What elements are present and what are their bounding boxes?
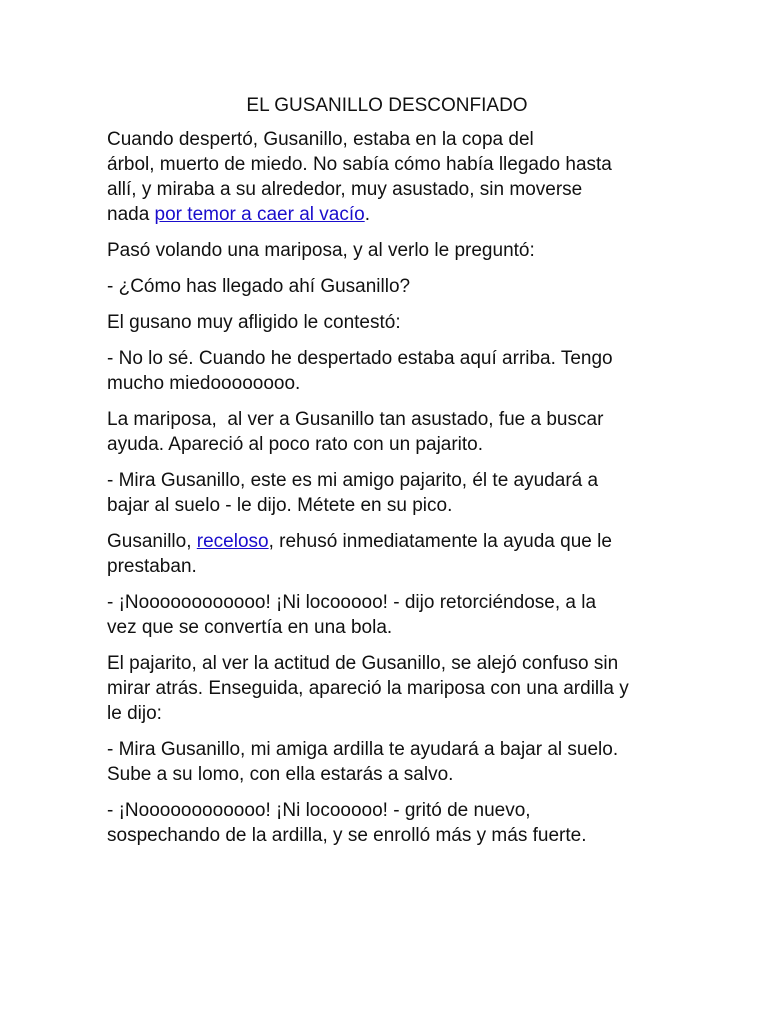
link-por-temor[interactable]: por temor a caer al vacío xyxy=(154,204,365,225)
link-receloso[interactable]: receloso xyxy=(196,531,269,552)
text-line: mucho miedoooooooo. xyxy=(107,373,301,394)
text-line: Cuando despertó, Gusanillo, estaba en la copa del xyxy=(107,129,534,150)
paragraph-2: Pasó volando una mariposa, y al verlo le preguntó: xyxy=(107,240,535,261)
text-line xyxy=(107,529,667,554)
document-page xyxy=(107,93,667,859)
text-line: bajar al suelo - le dijo. Métete en su pico. xyxy=(107,495,453,516)
text-line: vez que se convertía en una bola. xyxy=(107,617,393,638)
paragraph-3: - ¿Cómo has llegado ahí Gusanillo? xyxy=(107,276,411,297)
text-line: sospechando de la ardilla, y se enrolló más y más fuerte. xyxy=(107,825,587,846)
text-line: La mariposa, al ver a Gusanillo tan asustado, fue a buscar xyxy=(107,409,604,430)
paragraph-4: El gusano muy afligido le contestó: xyxy=(107,312,401,333)
text-line: - ¡Noooooooooooo! ¡Ni locooooo! - gritó de nuevo, xyxy=(107,800,531,821)
text-line xyxy=(107,202,667,227)
text-line: El pajarito, al ver la actitud de Gusanillo, se alejó confuso sin xyxy=(107,653,619,674)
text-fragment: , rehusó inmediatamente la ayuda que le xyxy=(268,531,612,552)
text-line: prestaban. xyxy=(107,556,197,577)
paragraph-7 xyxy=(107,468,667,518)
paragraph-11 xyxy=(107,737,667,787)
paragraph-8 xyxy=(107,529,667,579)
text-line: ayuda. Apareció al poco rato con un pajarito. xyxy=(107,434,484,455)
text-line: árbol, muerto de miedo. No sabía cómo había llegado hasta xyxy=(107,154,612,175)
paragraph-1 xyxy=(107,127,667,227)
document-title: EL GUSANILLO DESCONFIADO xyxy=(246,95,528,116)
text-fragment: . xyxy=(364,204,370,225)
text-line: allí, y miraba a su alrededor, muy asustado, sin moverse xyxy=(107,179,583,200)
text-line: - No lo sé. Cuando he despertado estaba aquí arriba. Tengo xyxy=(107,348,613,369)
paragraph-6 xyxy=(107,407,667,457)
text-line: Sube a su lomo, con ella estarás a salvo. xyxy=(107,764,454,785)
paragraph-5 xyxy=(107,346,667,396)
text-line: - Mira Gusanillo, mi amiga ardilla te ayudará a bajar al suelo. xyxy=(107,739,619,760)
text-line: - Mira Gusanillo, este es mi amigo pajarito, él te ayudará a xyxy=(107,470,599,491)
text-line: mirar atrás. Enseguida, apareció la mariposa con una ardilla y xyxy=(107,678,629,699)
text-line: le dijo: xyxy=(107,703,162,724)
paragraph-9 xyxy=(107,590,667,640)
text-fragment: nada xyxy=(107,204,155,225)
paragraph-12 xyxy=(107,798,667,848)
text-fragment: Gusanillo, xyxy=(107,531,197,552)
paragraph-10 xyxy=(107,651,667,726)
text-line: - ¡Noooooooooooo! ¡Ni locooooo! - dijo retorciéndose, a la xyxy=(107,592,597,613)
